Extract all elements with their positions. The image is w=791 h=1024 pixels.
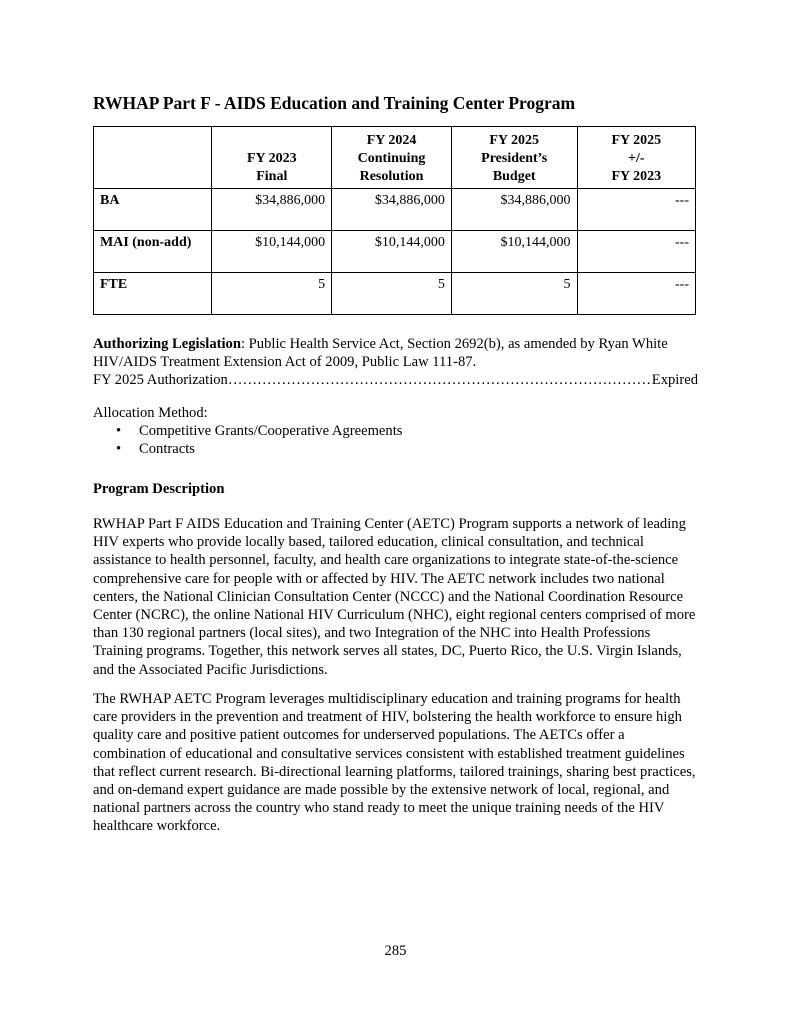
list-item: • Contracts [93, 440, 402, 458]
authorization-line [93, 371, 698, 389]
authorizing-body: : Public Health Service Act, Section 2692(b), as amended by Ryan White HIV/AIDS Treatment Extension Act of 2009, Public Law 111-87. [93, 336, 668, 371]
table-cell: $34,886,000 [332, 189, 452, 231]
header-fy2024-cr [332, 127, 452, 189]
budget-table [93, 126, 696, 315]
table-cell: 5 [212, 273, 332, 315]
table-cell: $10,144,000 [332, 231, 452, 273]
list-item: • Competitive Grants/Cooperative Agreements [93, 422, 402, 440]
header-line: FY 2025 [489, 133, 540, 148]
program-description-paragraph-1: RWHAP Part F AIDS Education and Training Center (AETC) Program supports a network of leading HIV experts who provide locally based, tailored education, clinical consultation, and technical assistance to health personnel, faculty, and health care organizations to integrate state-of-the-science comprehensive care for people with or affected by HIV. The AETC network includes two national centers, the National Clinician Consultation Center (NCCC) and the National Coordination Resource Center (NCRC), the online National HIV Curriculum (NHC), eight regional centers comprised of more than 130 regional partners (local sites), and two Integration of the NHC into Health Professions Training programs. Together, this network serves all states, DC, Puerto Rico, the U.S. Virgin Islands, and the Associated Pacific Jurisdictions. [93, 516, 696, 678]
authorizing-text [93, 335, 698, 371]
authorization-label: FY 2025 Authorization [93, 372, 228, 389]
table-cell: --- [577, 189, 695, 231]
allocation-label: Allocation Method: [93, 405, 208, 421]
header-line: Continuing [357, 151, 426, 166]
row-label: BA [94, 189, 212, 231]
header-fy2025-diff [577, 127, 695, 189]
header-line: FY 2024 [366, 133, 417, 148]
table-cell: --- [577, 273, 695, 315]
table-cell: 5 [332, 273, 452, 315]
table-cell: --- [577, 231, 695, 273]
page-number: 285 [384, 943, 407, 959]
table-row-mai [94, 231, 696, 273]
allocation-method [93, 404, 402, 459]
dot-leader [228, 371, 652, 389]
table-row-fte [94, 273, 696, 315]
table-header-row [94, 127, 696, 189]
row-label: FTE [94, 273, 212, 315]
table-cell: $34,886,000 [212, 189, 332, 231]
table-cell: $10,144,000 [451, 231, 577, 273]
header-line: Budget [492, 169, 536, 184]
header-line: Final [256, 169, 288, 184]
authorization-value: Expired [651, 372, 698, 389]
table-cell: $34,886,000 [451, 189, 577, 231]
program-description-heading: Program Description [93, 481, 225, 497]
header-line: FY 2025 [611, 133, 662, 148]
header-empty [94, 127, 212, 189]
allocation-list [93, 422, 402, 458]
header-fy2023-final [212, 127, 332, 189]
header-line: FY 2023 [246, 151, 297, 166]
authorizing-legislation [93, 335, 698, 390]
table-cell: $10,144,000 [212, 231, 332, 273]
row-label: MAI (non-add) [94, 231, 212, 273]
header-line: FY 2023 [611, 169, 662, 184]
program-description-paragraph-2: The RWHAP AETC Program leverages multidisciplinary education and training programs for health care providers in the prevention and treatment of HIV, bolstering the health workforce to ensure high quality care and positive patient outcomes for underserved populations. The AETCs offer a combination of educational and consultative services consistent with established treatment guidelines that reflect current research. Bi-directional learning platforms, tailored trainings, sharing best practices, and on-demand expert guidance are made possible by the extensive network of local, regional, and national partners across the country who stand ready to meet the unique training needs of the HIV healthcare workforce. [93, 691, 696, 835]
authorizing-label: Authorizing Legislation [93, 336, 241, 352]
header-line: Resolution [359, 169, 424, 184]
header-line: President’s [481, 151, 548, 166]
table-row-ba [94, 189, 696, 231]
header-line: +/- [628, 151, 645, 166]
table-cell: 5 [451, 273, 577, 315]
page-title: RWHAP Part F - AIDS Education and Training Center Program [93, 93, 576, 113]
header-fy2025-pb [451, 127, 577, 189]
